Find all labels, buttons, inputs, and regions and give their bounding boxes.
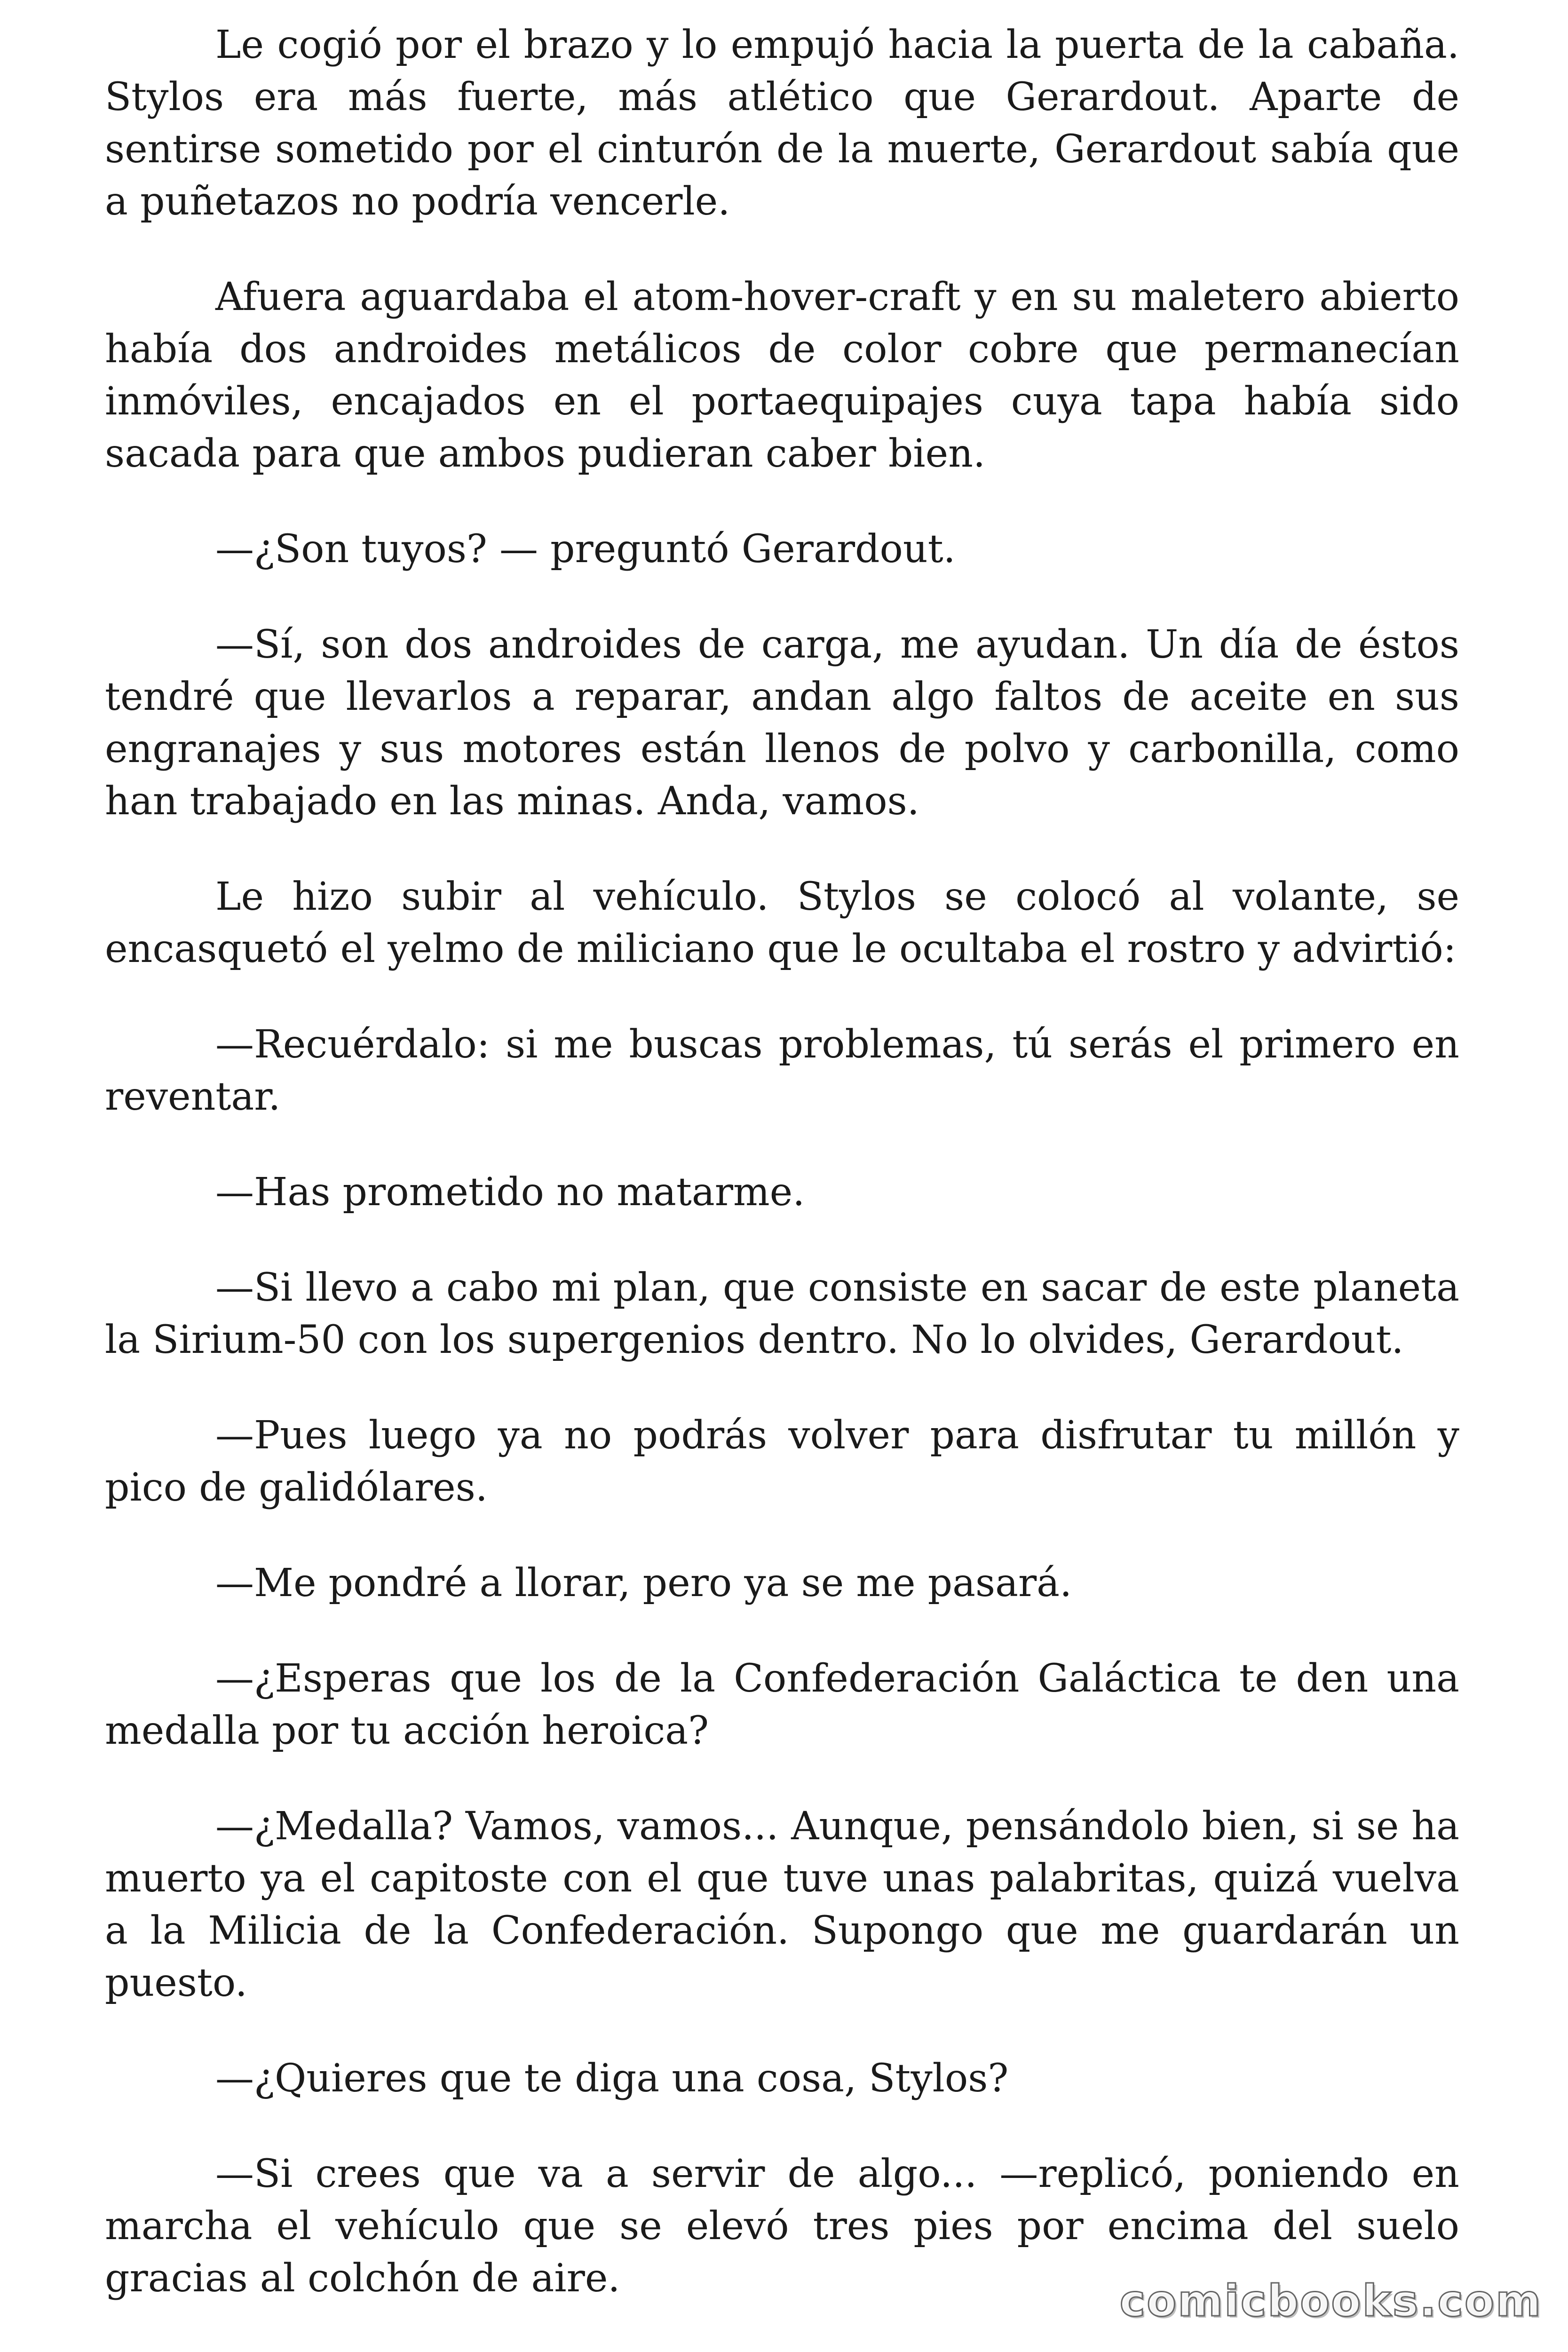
paragraph-14: —Si crees que va a servir de algo... —replicó, poniendo en marcha el vehículo que se elevó tres pies por encima del suelo gracias al colchón de aire. xyxy=(105,2152,1459,2301)
paragraph-13: —¿Quieres que te diga una cosa, Stylos? xyxy=(215,2056,1009,2101)
paragraph-12: —¿Medalla? Vamos, vamos... Aunque, pensándolo bien, si se ha muerto ya el capitoste con el que tuve unas palabritas, quizá vuelva a la Milicia de la Confederación. Supongo que me guardarán un puesto. xyxy=(105,1804,1459,2005)
paragraph-7: —Has prometido no matarme. xyxy=(215,1170,805,1215)
paragraph-2: Afuera aguardaba el atom-hover-craft y en su maletero abierto había dos androides metálicos de color cobre que permanecían inmóviles, encajados en el portaequipajes cuya tapa había sido sacada para que ambos pudieran caber bien. xyxy=(105,275,1459,476)
paragraph-4: —Sí, son dos androides de carga, me ayudan. Un día de éstos tendré que llevarlos a reparar, andan algo faltos de aceite en sus engranajes y sus motores están llenos de polvo y carbonilla, como han trabajado en las minas. Anda, vamos. xyxy=(105,622,1459,824)
paragraph-5: Le hizo subir al vehículo. Stylos se colocó al volante, se encasquetó el yelmo de miliciano que le ocultaba el rostro y advirtió: xyxy=(105,874,1459,971)
paragraph-10: —Me pondré a llorar, pero ya se me pasará. xyxy=(215,1561,1072,1605)
book-page xyxy=(105,19,1459,2333)
paragraph-1: Le cogió por el brazo y lo empujó hacia la puerta de la cabaña. Stylos era más fuerte, más atlético que Gerardout. Aparte de sentirse sometido por el cinturón de la muerte, Gerardout sabía que a puñetazos no podría vencerle. xyxy=(105,23,1459,224)
paragraph-3: —¿Son tuyos? — preguntó Gerardout. xyxy=(215,527,956,572)
paragraph-11: —¿Esperas que los de la Confederación Galáctica te den una medalla por tu acción heroica? xyxy=(105,1656,1459,1753)
paragraph-9: —Pues luego ya no podrás volver para disfrutar tu millón y pico de galidólares. xyxy=(105,1413,1459,1510)
paragraph-8: —Si llevo a cabo mi plan, que consiste en sacar de este planeta la Sirium-50 con los supergenios dentro. No lo olvides, Gerardout. xyxy=(105,1265,1459,1362)
paragraph-6: —Recuérdalo: si me buscas problemas, tú serás el primero en reventar. xyxy=(105,1022,1459,1119)
watermark-text: comicbooks.com xyxy=(1119,2276,1542,2326)
